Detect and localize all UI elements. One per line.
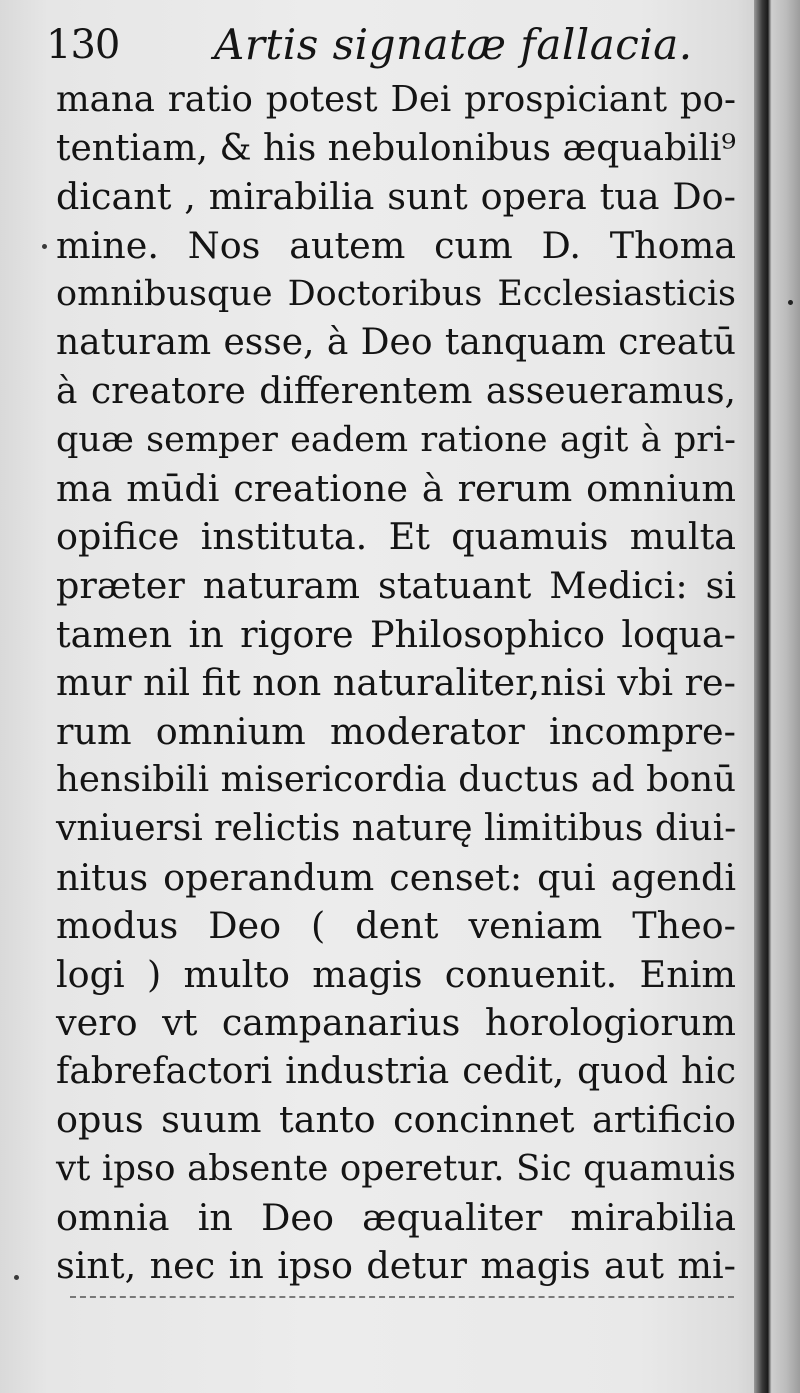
text-line: præter naturam statuant Medici: si <box>56 563 736 607</box>
text-line: mine. Nos autem cum D. Thoma <box>56 223 736 267</box>
text-line: sint, nec in ipso detur magis aut mi- <box>56 1244 736 1288</box>
text-line: modus Deo ( dent veniam Theo- <box>56 904 736 948</box>
text-line: tentiam, & his nebulonibus æquabili⁹ <box>56 127 736 169</box>
text-line: opus suum tanto concinnet artificio <box>56 1098 736 1142</box>
text-line: mur nil fit non naturaliter,nisi vbi re- <box>56 661 736 705</box>
bottom-rule <box>70 1296 734 1298</box>
text-line: vt ipso absente operetur. Sic quamuis <box>56 1148 736 1190</box>
paper-speck <box>14 1275 19 1280</box>
running-head <box>46 14 736 76</box>
text-line: omnia in Deo æqualiter mirabilia <box>56 1195 736 1239</box>
running-title: Artis signatæ fallacia. <box>214 20 693 69</box>
text-line: logi ) multo magis conuenit. Enim <box>56 952 736 996</box>
text-line: vniuersi relictis naturę limitibus diui- <box>56 807 737 849</box>
text-line: à creatore differentem asseueramus, <box>56 370 736 412</box>
text-line: quæ semper eadem ratione agit à pri- <box>56 420 736 461</box>
page-edge-binding <box>754 0 800 1393</box>
text-line: vero vt campanarius horologiorum <box>56 1001 736 1045</box>
text-line: tamen in rigore Philosophico loqua- <box>56 612 736 656</box>
text-line: ma mūdi creatione à rerum omnium <box>56 466 736 510</box>
text-line: rum omnium moderator incompre- <box>56 709 736 753</box>
text-line: hensibili misericordia ductus ad bonū <box>56 759 736 801</box>
page-number: 130 <box>46 22 120 68</box>
text-line: dicant , mirabilia sunt opera tua Do- <box>56 175 736 219</box>
text-line: nitus operandum censet: qui agendi <box>56 855 736 899</box>
paper-speck <box>42 244 47 249</box>
text-line: mana ratio potest Dei prospiciant po- <box>56 79 736 120</box>
body-text <box>56 76 736 1291</box>
text-line: naturam esse, à Deo tanquam creatū <box>56 321 736 363</box>
paper-speck <box>788 300 793 305</box>
text-line: omnibusque Doctoribus Ecclesiasticis <box>56 274 736 315</box>
text-line: opifice instituta. Et quamuis multa <box>56 515 736 559</box>
text-line: fabrefactori industria cedit, quod hic <box>56 1050 736 1092</box>
